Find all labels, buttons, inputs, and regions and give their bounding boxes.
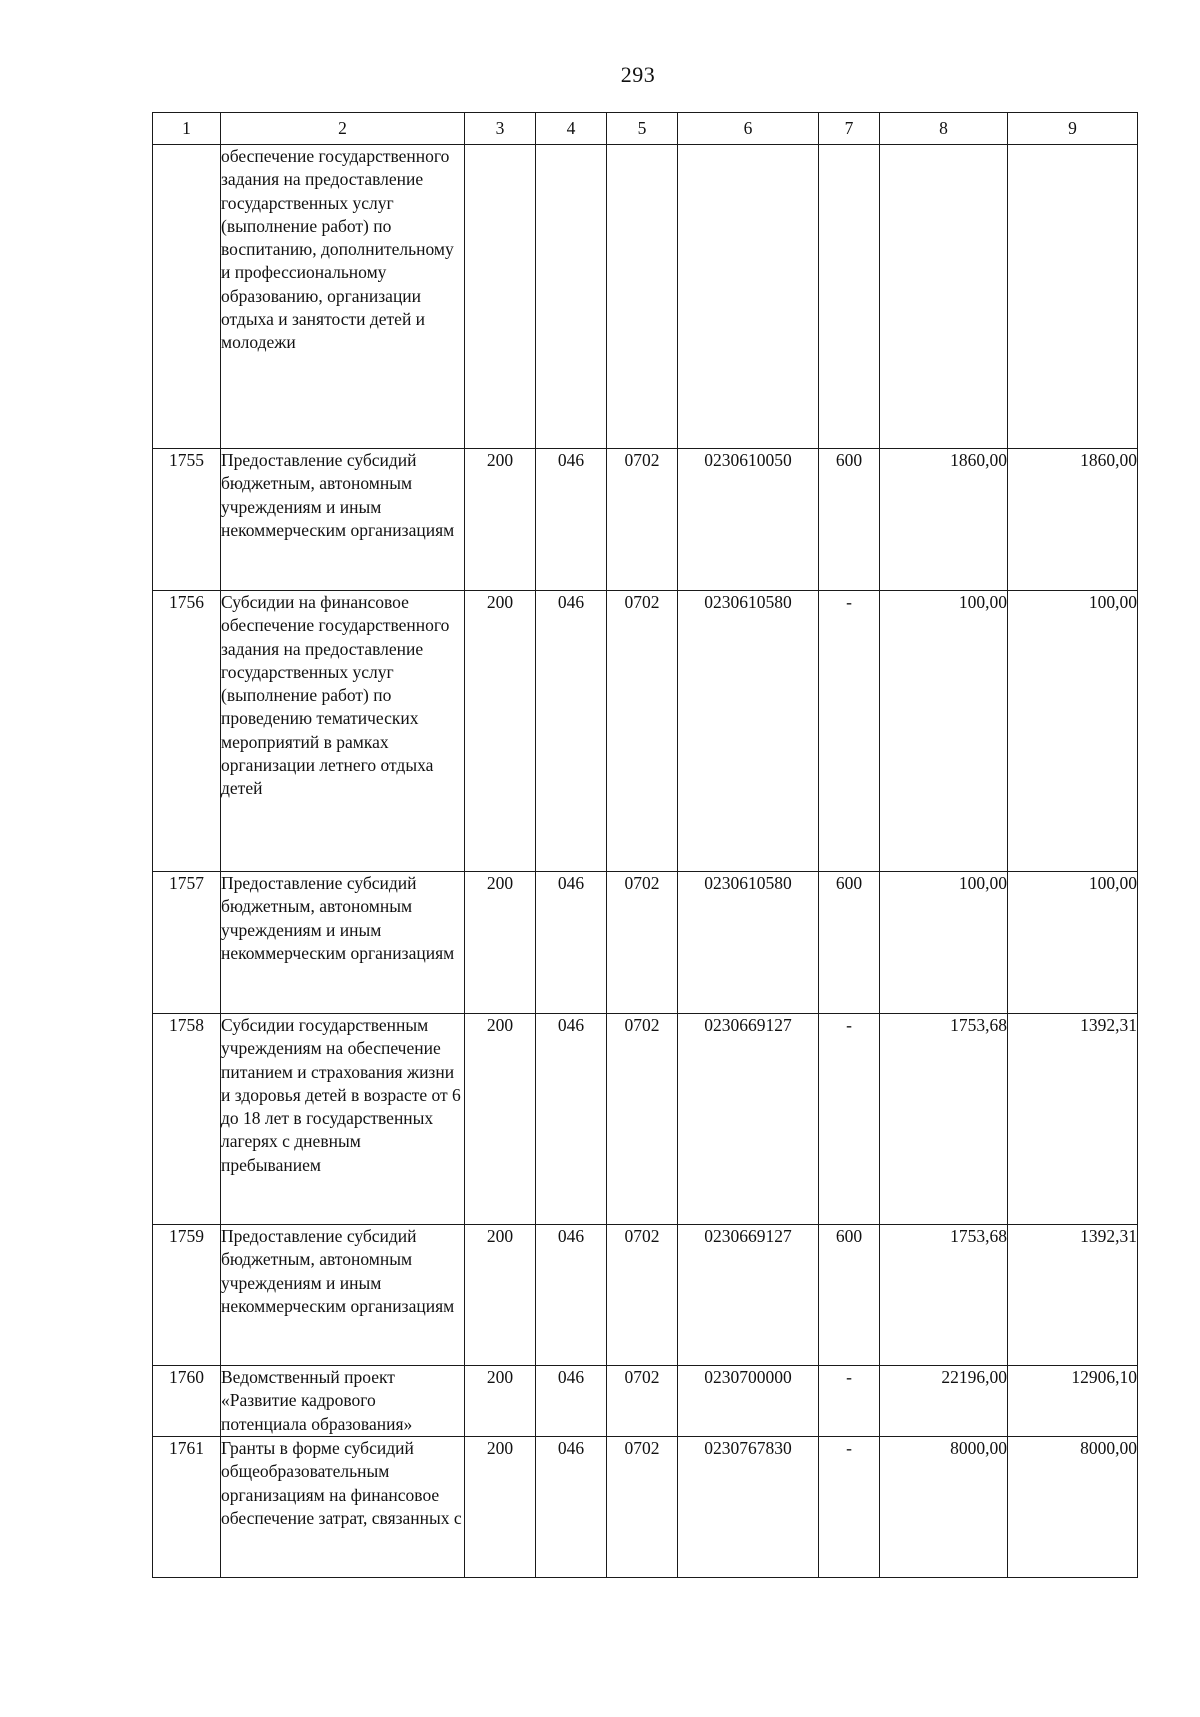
cell-col5: 0702	[607, 872, 678, 1014]
row-number	[153, 145, 221, 449]
cell-col6: 0230767830	[678, 1437, 819, 1578]
cell-col4: 046	[536, 1225, 607, 1366]
cell-col8: 1753,68	[880, 1225, 1008, 1366]
table-row	[153, 1437, 1138, 1578]
cell-col9: 8000,00	[1008, 1437, 1138, 1578]
cell-col4: 046	[536, 872, 607, 1014]
column-header: 8	[880, 113, 1008, 145]
cell-col4: 046	[536, 1437, 607, 1578]
cell-col7: -	[819, 591, 880, 872]
row-number: 1759	[153, 1225, 221, 1366]
cell-col3: 200	[465, 591, 536, 872]
cell-col3	[465, 145, 536, 449]
row-name: Предоставление субсидий бюджетным, автономным учреждениям и иным некоммерческим организациям	[221, 872, 465, 1014]
cell-col3: 200	[465, 1225, 536, 1366]
cell-col6: 0230700000	[678, 1366, 819, 1437]
cell-col9: 100,00	[1008, 591, 1138, 872]
row-name: Ведомственный проект «Развитие кадрового потенциала образования»	[221, 1366, 465, 1437]
column-header: 1	[153, 113, 221, 145]
column-header: 7	[819, 113, 880, 145]
row-number: 1761	[153, 1437, 221, 1578]
page-number: 293	[620, 62, 656, 87]
cell-col7: -	[819, 1014, 880, 1225]
cell-col5: 0702	[607, 449, 678, 591]
budget-table	[152, 112, 1138, 1578]
cell-col3: 200	[465, 449, 536, 591]
row-name: Субсидии государственным учреждениям на обеспечение питанием и страхования жизни и здоровья детей в возрасте от 6 до 18 лет в государственных лагерях с дневным пребыванием	[221, 1014, 465, 1225]
cell-col7	[819, 145, 880, 449]
cell-col9: 1860,00	[1008, 449, 1138, 591]
cell-col4: 046	[536, 1366, 607, 1437]
column-header: 5	[607, 113, 678, 145]
cell-col8: 100,00	[880, 872, 1008, 1014]
table-row	[153, 872, 1138, 1014]
cell-col5: 0702	[607, 591, 678, 872]
cell-col6	[678, 145, 819, 449]
row-name: Гранты в форме субсидий общеобразовательным организациям на финансовое обеспечение затрат, связанных с	[221, 1437, 465, 1578]
cell-col9: 1392,31	[1008, 1225, 1138, 1366]
column-header: 4	[536, 113, 607, 145]
cell-col6: 0230669127	[678, 1225, 819, 1366]
row-name: Предоставление субсидий бюджетным, автономным учреждениям и иным некоммерческим организациям	[221, 449, 465, 591]
cell-col8: 1860,00	[880, 449, 1008, 591]
table-row	[153, 449, 1138, 591]
cell-col6: 0230610050	[678, 449, 819, 591]
cell-col5	[607, 145, 678, 449]
cell-col8	[880, 145, 1008, 449]
cell-col3: 200	[465, 1366, 536, 1437]
column-header: 9	[1008, 113, 1138, 145]
cell-col3: 200	[465, 872, 536, 1014]
cell-col8: 8000,00	[880, 1437, 1008, 1578]
cell-col7: 600	[819, 449, 880, 591]
row-name: Субсидии на финансовое обеспечение государственного задания на предоставление государственных услуг (выполнение работ) по проведению тематических мероприятий в рамках организации летнего отдыха детей	[221, 591, 465, 872]
cell-col9	[1008, 145, 1138, 449]
cell-col6: 0230669127	[678, 1014, 819, 1225]
cell-col5: 0702	[607, 1014, 678, 1225]
cell-col7: -	[819, 1437, 880, 1578]
cell-col3: 200	[465, 1437, 536, 1578]
header-row	[153, 113, 1138, 145]
column-header: 2	[221, 113, 465, 145]
cell-col9: 12906,10	[1008, 1366, 1138, 1437]
cell-col5: 0702	[607, 1437, 678, 1578]
row-number: 1756	[153, 591, 221, 872]
cell-col8: 22196,00	[880, 1366, 1008, 1437]
cell-col7: -	[819, 1366, 880, 1437]
column-header: 6	[678, 113, 819, 145]
cell-col4: 046	[536, 591, 607, 872]
table-row	[153, 145, 1138, 449]
cell-col9: 1392,31	[1008, 1014, 1138, 1225]
table-row	[153, 591, 1138, 872]
cell-col9: 100,00	[1008, 872, 1138, 1014]
row-number: 1758	[153, 1014, 221, 1225]
cell-col6: 0230610580	[678, 591, 819, 872]
row-number: 1760	[153, 1366, 221, 1437]
row-number: 1757	[153, 872, 221, 1014]
row-number: 1755	[153, 449, 221, 591]
cell-col8: 100,00	[880, 591, 1008, 872]
table-row	[153, 1366, 1138, 1437]
row-name: обеспечение государственного задания на предоставление государственных услуг (выполнение работ) по воспитанию, дополнительному и профессиональному образованию, организации отдыха и занятости детей и молодежи	[221, 145, 465, 449]
cell-col5: 0702	[607, 1225, 678, 1366]
column-header: 3	[465, 113, 536, 145]
cell-col7: 600	[819, 872, 880, 1014]
table-row	[153, 1225, 1138, 1366]
cell-col4: 046	[536, 1014, 607, 1225]
cell-col6: 0230610580	[678, 872, 819, 1014]
cell-col8: 1753,68	[880, 1014, 1008, 1225]
cell-col4	[536, 145, 607, 449]
cell-col5: 0702	[607, 1366, 678, 1437]
table-row	[153, 1014, 1138, 1225]
cell-col4: 046	[536, 449, 607, 591]
cell-col3: 200	[465, 1014, 536, 1225]
cell-col7: 600	[819, 1225, 880, 1366]
row-name: Предоставление субсидий бюджетным, автономным учреждениям и иным некоммерческим организациям	[221, 1225, 465, 1366]
